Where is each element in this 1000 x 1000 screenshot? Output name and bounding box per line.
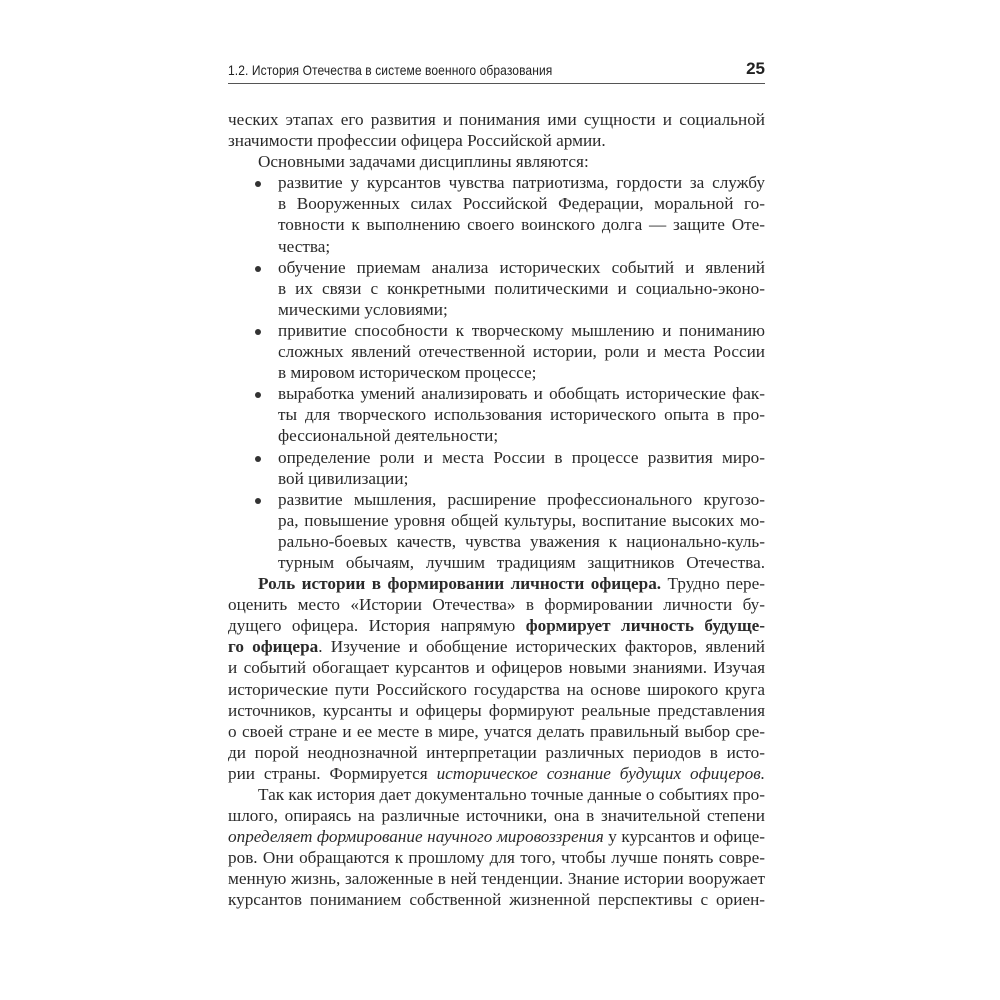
text-segment: менную жизнь, заложенные в ней тенденции. Знание истории вооружает: [228, 869, 765, 889]
text-line: [228, 889, 765, 910]
bullet-icon: [255, 181, 261, 187]
text-segment: ров. Они обращаются к прошлому для того, чтобы лучше понять совре-: [228, 848, 765, 868]
text-segment: дущего офицера. История напрямую: [228, 616, 526, 636]
text-segment: ческих этапах его развития и понимания ими сущности и социальной: [228, 110, 765, 129]
text-segment: вой цивилизации;: [278, 468, 409, 488]
text-line: [228, 826, 765, 847]
text-segment: Трудно пере-: [661, 574, 766, 594]
bullet-item: [228, 172, 765, 256]
text-line: [228, 700, 765, 721]
text-segment: развитие у курсантов чувства патриотизма, гордости за службу: [278, 173, 765, 193]
text-segment: товности к выполнению своего воинского долга — защите Оте-: [278, 215, 765, 235]
text-line: [228, 383, 765, 404]
text-line: [228, 172, 765, 193]
text-segment: рально-боевых качеств, чувства уважения к национально-куль-: [278, 531, 765, 551]
italic-text: определяет формирование научного мировоззрения: [228, 827, 604, 847]
text-segment: . Изучение и обобщение исторических факторов, явлений: [318, 637, 765, 657]
page-body: [228, 109, 765, 911]
running-title: 1.2. История Отечества в системе военного образования: [228, 62, 553, 78]
text-line: [228, 763, 765, 784]
text-line: [228, 510, 765, 531]
text-line: [228, 847, 765, 868]
text-line: [228, 130, 765, 151]
paragraph: [228, 573, 765, 784]
text-line: [228, 721, 765, 742]
text-line: [228, 109, 765, 130]
text-line: [228, 404, 765, 425]
text-line: [228, 489, 765, 510]
bold-text: Роль истории в формировании личности офицера.: [258, 574, 662, 594]
text-segment: исторические пути Российского государства на основе широкого круга: [228, 679, 765, 699]
text-segment: курсантов пониманием собственной жизненной перспективы с ориен-: [228, 890, 765, 910]
text-line: [228, 805, 765, 826]
text-line: [228, 278, 765, 299]
bullet-item: [228, 257, 765, 320]
text-segment: о своей стране и ее месте в мире, учатся делать правильный выбор сре-: [228, 721, 765, 741]
bullet-item: [228, 320, 765, 383]
bullet-icon: [255, 266, 261, 272]
text-segment: у курсантов и офице-: [603, 827, 765, 847]
text-segment: чества;: [278, 236, 331, 256]
text-segment: привитие способности к творческому мышлению и пониманию: [278, 320, 765, 340]
page-number: 25: [746, 59, 765, 78]
text-line: [228, 341, 765, 362]
text-segment: турным обычаям, лучшим традициям защитников Отечества.: [278, 552, 765, 572]
text-segment: ра, повышение уровня общей культуры, воспитание высоких мо-: [278, 510, 765, 530]
text-line: [228, 214, 765, 235]
text-line: [228, 425, 765, 446]
text-line: [228, 573, 765, 594]
text-segment: в их связи с конкретными политическими и социально-эконо-: [278, 278, 765, 298]
bullet-icon: [255, 392, 261, 398]
text-line: [228, 362, 765, 383]
text-line: [228, 552, 765, 573]
text-segment: в мировом историческом процессе;: [278, 363, 537, 383]
text-line: [228, 742, 765, 763]
text-line: [228, 468, 765, 489]
text-segment: источников, курсанты и офицеры формируют реальные представления: [228, 700, 765, 720]
bold-text: го офицера: [228, 637, 319, 657]
text-segment: оценить место «Истории Отечества» в формировании личности бу-: [228, 595, 765, 615]
paragraph: [228, 784, 765, 911]
text-segment: выработка умений анализировать и обобщать исторические фак-: [278, 384, 765, 404]
text-line: [228, 257, 765, 278]
text-segment: значимости профессии офицера Российской армии.: [228, 131, 606, 151]
paragraph: [228, 109, 765, 151]
text-segment: и событий обогащает курсантов и офицеров новыми знаниями. Изучая: [228, 658, 765, 678]
bullet-icon: [255, 329, 261, 335]
italic-text: историческое сознание будущих офицеров.: [436, 763, 765, 783]
text-line: [228, 151, 765, 172]
text-segment: сложных явлений отечественной истории, роли и места России: [278, 342, 765, 362]
bullet-item: [228, 489, 765, 573]
bold-text: формирует личность будуще-: [525, 616, 765, 636]
bullet-item: [228, 383, 765, 446]
text-segment: рии страны. Формируется: [228, 763, 437, 783]
text-line: [228, 594, 765, 615]
text-segment: в Вооруженных силах Российской Федерации, моральной го-: [278, 194, 765, 214]
text-segment: развитие мышления, расширение профессионального кругозо-: [278, 489, 765, 509]
text-line: [228, 636, 765, 657]
text-line: [228, 868, 765, 889]
bullet-icon: [255, 456, 261, 462]
text-segment: определение роли и места России в процессе развития миро-: [278, 447, 765, 467]
text-segment: шлого, опираясь на различные источники, она в значительной степени: [228, 806, 765, 826]
text-segment: Так как история дает документально точные данные о событиях про-: [258, 785, 765, 804]
text-line: [228, 299, 765, 320]
text-line: [228, 615, 765, 636]
text-segment: ты для творческого использования исторического опыта в про-: [278, 405, 765, 425]
text-segment: Основными задачами дисциплины являются:: [258, 152, 589, 172]
bullet-item: [228, 447, 765, 489]
text-segment: ди порой неоднозначной интерпретации различных периодов в исто-: [228, 742, 765, 762]
text-line: [228, 679, 765, 700]
text-line: [228, 784, 765, 805]
bullet-icon: [255, 498, 261, 504]
text-line: [228, 320, 765, 341]
text-line: [228, 236, 765, 257]
text-segment: мическими условиями;: [278, 299, 448, 319]
text-line: [228, 447, 765, 468]
text-line: [228, 531, 765, 552]
text-segment: обучение приемам анализа исторических событий и явлений: [278, 257, 765, 277]
paragraph: [228, 151, 765, 172]
text-line: [228, 657, 765, 678]
text-segment: фессиональной деятельности;: [278, 426, 499, 446]
running-header: [228, 60, 765, 84]
text-line: [228, 193, 765, 214]
